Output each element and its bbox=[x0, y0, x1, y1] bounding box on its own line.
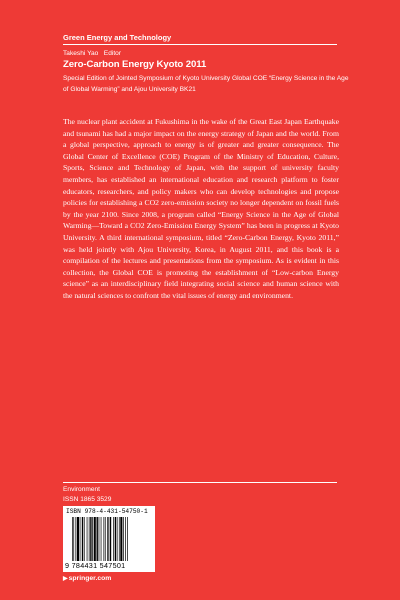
website-label: springer.com bbox=[68, 575, 112, 582]
book-subtitle: Special Edition of Jointed Symposium of Kyoto University Global COE “Energy Science in the Age of Global Warming” and Ajou University BK21 bbox=[63, 75, 349, 94]
barcode-digits: 9 784431 547501 bbox=[65, 561, 126, 570]
arrow-icon: ▶ bbox=[63, 576, 68, 582]
barcode bbox=[63, 506, 155, 572]
book-title: Zero-Carbon Energy Kyoto 2011 bbox=[63, 59, 207, 70]
top-divider bbox=[63, 44, 337, 45]
bottom-divider bbox=[63, 482, 337, 483]
isbn-label: ISBN 978-4-431-54750-1 bbox=[66, 508, 148, 515]
publisher-website bbox=[63, 575, 111, 582]
editor-line: Takeshi Yao Editor bbox=[63, 50, 122, 57]
series-name: Green Energy and Technology bbox=[63, 33, 172, 42]
barcode-bars bbox=[72, 517, 154, 561]
subject-category: Environment bbox=[63, 486, 101, 493]
blurb-text: The nuclear plant accident at Fukushima in the wake of the Great East Japan Earthquake and tsunami has had a major impact on the energy strategy of Japan and the world. From a global perspective, approach to energy is of greater and greater consequence. The Global Center of Excellence (COE) Program of the Ministry of Education, Culture, Sports, Science and Technology of Japan, with the support of university faculty members, has established an international education and research platform to foster educators, researchers, and policy makers who can develop technologies and propose policies for establishing a CO2 zero-emission society no longer dependent on fossil fuels by the year 2100. Since 2008, a program called “Energy Science in the Age of Global Warming—Toward a CO2 Zero-Emission Energy System” has been in progress at Kyoto University. A third international symposium, titled “Zero-Carbon Energy, Kyoto 2011,” was held jointly with Ajou University, Korea, in August 2011, and this book is a compilation of the lectures and presentations from the symposium. As is evident in this collection, the Global COE is promoting the establishment of “Low-carbon Energy science” as an interdisciplinary field integrating social science and human science with the natural sciences to confront the vital issues of energy and environment. bbox=[63, 117, 339, 300]
issn-number: ISSN 1865 3529 bbox=[63, 496, 112, 503]
